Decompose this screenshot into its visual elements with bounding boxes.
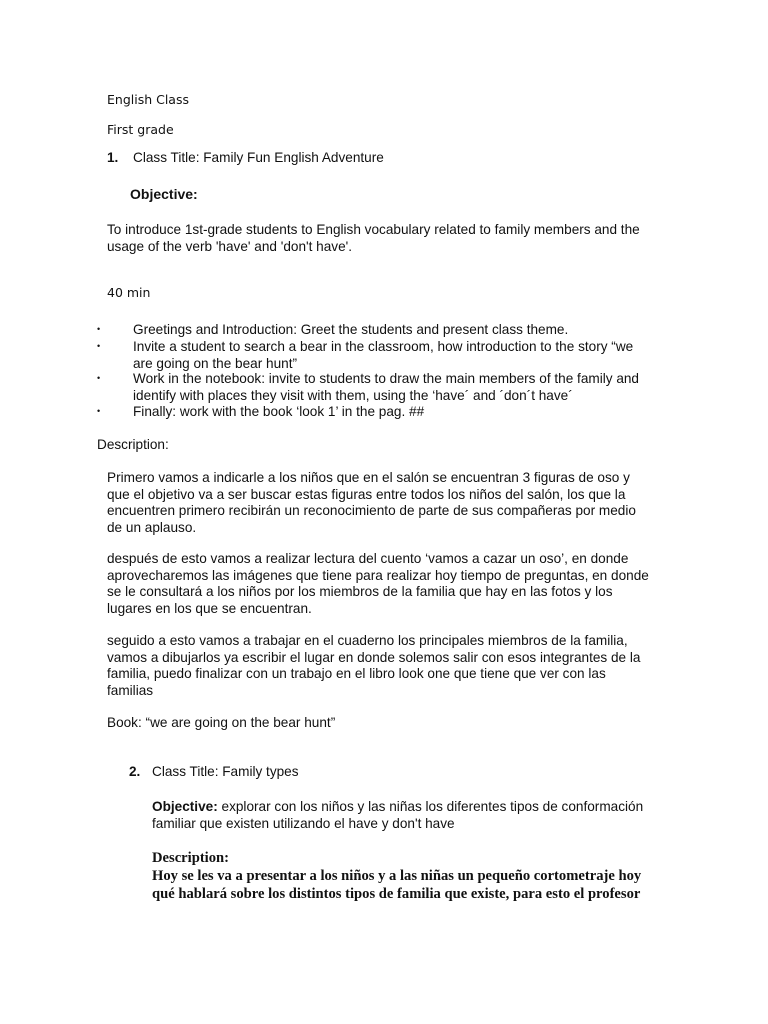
class2-objective-text: explorar con los niños y las niñas los diferentes tipos de conformación xyxy=(217,799,644,814)
activity-item xyxy=(133,322,653,339)
class2-description-line: qué hablará sobre los distintos tipos de familia que existe, para esto el profesor xyxy=(152,886,641,902)
paragraph-line: familias xyxy=(107,682,154,698)
grade-heading: First grade xyxy=(107,122,174,137)
class1-objective-line: To introduce 1st-grade students to English vocabulary related to family members and the xyxy=(107,222,640,237)
activity-item xyxy=(133,339,653,372)
paragraph-line: Primero vamos a indicarle a los niños que en el salón se encuentran 3 figuras de oso y xyxy=(107,470,630,485)
class1-objective-line: usage of the verb 'have' and 'don't have'. xyxy=(107,239,352,254)
class2-description-line: Hoy se les va a presentar a los niños y a las niñas un pequeño cortometraje hoy xyxy=(152,868,642,884)
bullet-marker: • xyxy=(97,341,101,351)
activity-line: are going on the bear hunt” xyxy=(133,355,298,371)
paragraph-line: lugares en los que se encuentran. xyxy=(107,600,312,616)
activity-line: Invite a student to search a bear in the classroom, how introduction to the story “we xyxy=(133,339,634,354)
activity-line: Work in the notebook: invite to students to draw the main members of the family and xyxy=(133,371,639,386)
subject-heading: English Class xyxy=(107,92,189,107)
paragraph-line: se le consultará a los niños por los miembros de la familia que hay en las fotos y los xyxy=(107,584,613,599)
description-paragraph xyxy=(107,551,649,617)
description-paragraph xyxy=(107,633,640,699)
activity-item xyxy=(133,404,653,421)
class2-number: 2. xyxy=(129,764,141,779)
class1-description-label: Description: xyxy=(97,437,169,452)
activity-line: Greetings and Introduction: Greet the students and present class theme. xyxy=(133,322,569,337)
class1-title: Class Title: Family Fun English Adventure xyxy=(133,150,384,165)
paragraph-line: vamos a dibujarlos ya escribir el lugar en donde solemos salir con esos integrantes de la xyxy=(107,649,641,665)
class2-title: Class Title: Family types xyxy=(152,764,299,779)
class2-objective-line xyxy=(152,799,643,816)
paragraph-line: que el objetivo va a ser buscar estas figuras entre todos los niños del salón, los que la xyxy=(107,486,626,502)
paragraph-line: encuentren primero recibirán un reconocimiento de parte de sus compañeras por medio xyxy=(107,503,636,518)
activity-line: identify with places they visit with them, using the ‘have´ and ´don´t have´ xyxy=(133,387,573,403)
paragraph-line: aprovecharemos las imágenes que tiene para realizar hoy tiempo de preguntas, en donde xyxy=(107,567,649,583)
activity-item xyxy=(133,371,653,404)
bullet-marker: • xyxy=(97,373,101,383)
class1-book: Book: “we are going on the bear hunt” xyxy=(107,715,336,730)
paragraph-line: seguido a esto vamos a trabajar en el cuaderno los principales miembros de la familia, xyxy=(107,633,628,648)
paragraph-line: familia, puedo finalizar con un trabajo en el libro look one que tiene que ver con las xyxy=(107,666,606,681)
class2-description-label: Description: xyxy=(152,850,230,866)
activity-line: Finally: work with the book ‘look 1’ in the pag. ## xyxy=(133,404,425,419)
class1-duration: 40 min xyxy=(107,285,151,300)
class1-number: 1. xyxy=(107,150,119,165)
bullet-marker: • xyxy=(97,406,101,416)
description-paragraph xyxy=(107,470,636,536)
class2-objective-label: Objective: xyxy=(152,799,218,814)
class1-objective-label: Objective: xyxy=(130,186,198,202)
paragraph-line: de un aplauso. xyxy=(107,519,197,535)
paragraph-line: después de esto vamos a realizar lectura del cuento ‘vamos a cazar un oso’, en donde xyxy=(107,551,629,566)
class2-objective-line: familiar que existen utilizando el have y don't have xyxy=(152,816,455,831)
bullet-marker: • xyxy=(97,324,101,334)
